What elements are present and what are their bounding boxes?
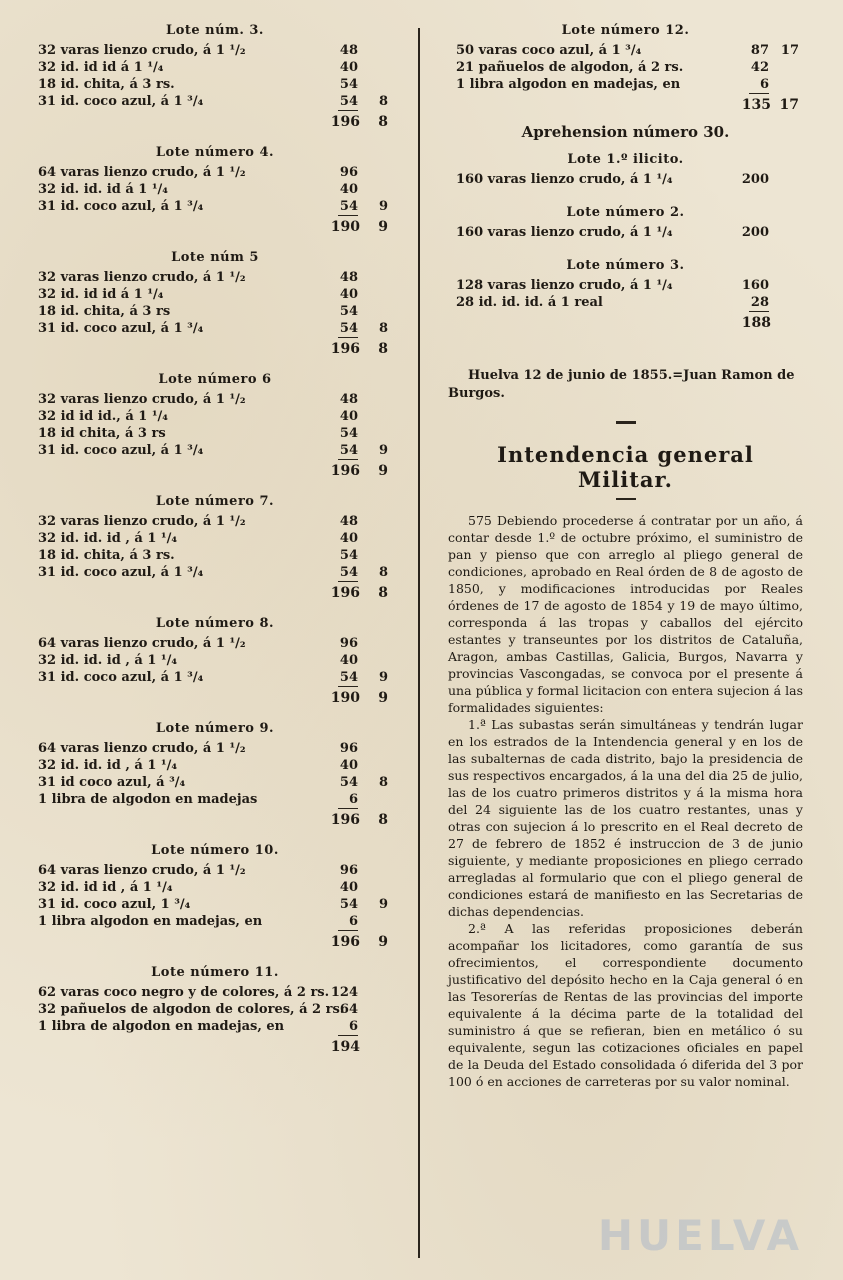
lote-row: [30, 1001, 400, 1018]
row-num: 40: [339, 531, 358, 546]
row-num: 48: [339, 43, 358, 58]
row-num: 160: [741, 278, 769, 293]
row-cent: 8: [378, 775, 388, 790]
total-cent: 8: [378, 114, 388, 130]
row-num: 6: [348, 1019, 358, 1034]
lote-heading: Lote número 3.: [566, 258, 685, 273]
lote-row: [30, 547, 400, 564]
row-num: 6: [348, 914, 358, 929]
paragraph: 2.ª A las referidas proposiciones deberán acompañar los licitadores, como garantía de sus ofrecimientos, el correspondiente documento justificativo del depósito hecho en la Caja general ó en las Tesorerías de Rentas de las provincias del importe equivalente á la décima parte de la totalidad del suministro á que se refieran, bien en metálico ó su equivalente, segun las cotizaciones oficiales en papel de la Deuda del Estado consolidada ó diferida del 3 por 100 ó en acciones de carreteras por su valor nominal.: [448, 921, 803, 1089]
lote-heading: Lote número 2.: [566, 205, 685, 220]
total-value: 188: [741, 315, 771, 331]
total-cent: 9: [378, 690, 388, 706]
row-num: 40: [339, 653, 358, 668]
row-cent: 17: [780, 43, 799, 58]
row-num: 200: [741, 225, 769, 240]
lote-heading: Lote número 4.: [155, 145, 275, 160]
row-desc: 32 id. id id á 1 ¹/₄: [38, 287, 164, 302]
total-value: 196: [330, 341, 360, 357]
row-desc: 32 pañuelos de algodon de colores, á 2 rs.: [38, 1002, 345, 1017]
row-desc: 1 libra de algodon en madejas, en: [38, 1019, 285, 1034]
lote-row: [30, 652, 400, 669]
row-num: 40: [339, 182, 358, 197]
row-num: 40: [339, 880, 358, 895]
lote-block: [448, 255, 803, 349]
lote-row: [30, 198, 400, 215]
lote-total: [448, 93, 803, 117]
total-value: 196: [330, 585, 360, 601]
row-desc: 21 pañuelos de algodon, á 2 rs.: [456, 60, 684, 75]
row-desc: 64 varas lienzo crudo, á 1 ¹/₂: [38, 863, 246, 878]
lote-block: [30, 962, 400, 1067]
lote-row: [448, 171, 803, 188]
lote-row: [30, 913, 400, 930]
row-desc: 32 varas lienzo crudo, á 1 ¹/₂: [38, 43, 246, 58]
row-desc: 31 id coco azul, á ³/₄: [38, 775, 186, 790]
right-column: [448, 20, 803, 1090]
row-desc: 64 varas lienzo crudo, á 1 ¹/₂: [38, 165, 246, 180]
lote-total: [30, 808, 400, 832]
row-num: 96: [339, 741, 358, 756]
row-num: 54: [339, 94, 358, 109]
row-num: 96: [339, 636, 358, 651]
separator: [616, 421, 636, 424]
row-desc: 31 id. coco azul, á 1 ³/₄: [38, 670, 204, 685]
row-desc: 32 varas lienzo crudo, á 1 ¹/₂: [38, 392, 246, 407]
lote-total: [30, 686, 400, 710]
row-num: 48: [339, 514, 358, 529]
row-desc: 31 id. coco azul, 1 ³/₄: [38, 897, 191, 912]
lote-row: [30, 303, 400, 320]
row-desc: 62 varas coco negro y de colores, á 2 rs.: [38, 985, 330, 1000]
section-title: Intendencia general Militar.: [497, 442, 754, 492]
lote-row: [30, 1018, 400, 1035]
row-desc: 31 id. coco azul, á 1 ³/₄: [38, 94, 204, 109]
lote-heading: Lote número 10.: [151, 843, 279, 858]
total-value: 135: [741, 97, 771, 113]
lote-row: [30, 181, 400, 198]
row-num: 96: [339, 863, 358, 878]
row-cent: 8: [378, 321, 388, 336]
column-divider: [418, 28, 420, 1258]
lote-block: [30, 613, 400, 718]
total-cent: 9: [378, 219, 388, 235]
total-value: 196: [330, 934, 360, 950]
row-num: 96: [339, 165, 358, 180]
row-desc: 32 id. id id á 1 ¹/₄: [38, 60, 164, 75]
lote-block: [30, 840, 400, 962]
row-num: 124: [330, 985, 358, 1000]
lote-total: [448, 311, 803, 335]
row-desc: 32 id id id., á 1 ¹/₄: [38, 409, 168, 424]
row-desc: 1 libra de algodon en madejas: [38, 792, 258, 807]
lote-row: [30, 740, 400, 757]
row-desc: 32 id. id. id , á 1 ¹/₄: [38, 653, 178, 668]
row-desc: 18 id chita, á 3 rs: [38, 426, 166, 441]
lote-block: [448, 20, 803, 119]
aprehension-lotes: [448, 149, 803, 349]
total-value: 190: [330, 690, 360, 706]
lote-heading: Lote número 9.: [155, 721, 275, 736]
row-desc: 50 varas coco azul, á 1 ³/₄: [456, 43, 642, 58]
row-num: 54: [339, 670, 358, 685]
total-cent: 8: [378, 812, 388, 828]
row-desc: 1 libra algodon en madejas, en: [456, 77, 681, 92]
lote-heading: Lote núm 5: [171, 250, 259, 265]
row-desc: 31 id. coco azul, á 1 ³/₄: [38, 199, 204, 214]
lote-block: [30, 20, 400, 142]
row-num: 40: [339, 409, 358, 424]
row-desc: 160 varas lienzo crudo, á 1 ¹/₄: [456, 172, 673, 187]
row-desc: 160 varas lienzo crudo, á 1 ¹/₄: [456, 225, 673, 240]
lote-row: [448, 59, 803, 76]
lote-heading: Lote número 7.: [155, 494, 275, 509]
paragraph: 1.ª Las subastas serán simultáneas y tendrán lugar en los estrados de la Intendencia general y en los de las subalternas de cada distrito, bajo la presidencia de sus respectivos encargados, á la una del dia 25 de julio, las de los cuatro primeros distritos y á la misma hora del 24 siguiente las de los cuatro restantes, unas y otras con sujecion á lo prescrito en el Real decreto de 27 de febrero de 1852 é instruccion de 3 de junio siguiente, y mediante proposiciones en pliego cerrado arregladas al formulario que con el pliego general de condiciones estará de manifiesto en las Secretarias de dichas dependencias.: [448, 717, 803, 919]
row-cent: 9: [378, 670, 388, 685]
lote-row: [30, 635, 400, 652]
lote-total: [30, 581, 400, 605]
row-num: 48: [339, 392, 358, 407]
lote-row: [30, 896, 400, 913]
row-num: 54: [339, 775, 358, 790]
row-desc: 31 id. coco azul, á 1 ³/₄: [38, 565, 204, 580]
row-desc: 18 id. chita, á 3 rs: [38, 304, 171, 319]
lote-heading: Lote número 6: [158, 372, 272, 387]
lote-block: [30, 491, 400, 613]
row-desc: 32 id. id id , á 1 ¹/₄: [38, 880, 173, 895]
row-desc: 31 id. coco azul, á 1 ³/₄: [38, 443, 204, 458]
lote-row: [30, 774, 400, 791]
row-cent: 9: [378, 199, 388, 214]
row-desc: 32 id. id. id á 1 ¹/₄: [38, 182, 168, 197]
lote-block: [30, 247, 400, 369]
row-num: 54: [339, 321, 358, 336]
row-cent: 8: [378, 94, 388, 109]
lote-heading: Lote núm. 3.: [166, 23, 264, 38]
row-desc: 32 varas lienzo crudo, á 1 ¹/₂: [38, 514, 246, 529]
lote-row: [30, 93, 400, 110]
row-desc: 31 id. coco azul, á 1 ³/₄: [38, 321, 204, 336]
lote-row: [448, 76, 803, 93]
row-num: 54: [339, 304, 358, 319]
lote-row: [30, 862, 400, 879]
lote-row: [30, 442, 400, 459]
row-num: 87: [750, 43, 769, 58]
lote-row: [448, 224, 803, 241]
lote-block: [448, 202, 803, 255]
row-desc: 1 libra algodon en madejas, en: [38, 914, 263, 929]
row-cent: 9: [378, 443, 388, 458]
row-cent: 8: [378, 565, 388, 580]
total-value: 194: [330, 1039, 360, 1055]
lote-total: [30, 930, 400, 954]
lote-row: [30, 59, 400, 76]
row-desc: 32 id. id. id , á 1 ¹/₄: [38, 758, 178, 773]
row-desc: 64 varas lienzo crudo, á 1 ¹/₂: [38, 636, 246, 651]
row-num: 54: [339, 199, 358, 214]
lote-row: [30, 76, 400, 93]
row-num: 54: [339, 77, 358, 92]
lote-heading: Lote número 8.: [155, 616, 275, 631]
lote-row: [30, 269, 400, 286]
lote-block: [30, 369, 400, 491]
lote-row: [30, 513, 400, 530]
row-num: 54: [339, 548, 358, 563]
lote-block: [30, 142, 400, 247]
separator: [616, 498, 636, 500]
lote-row: [448, 42, 803, 59]
row-desc: 18 id. chita, á 3 rs.: [38, 548, 175, 563]
lote-row: [30, 564, 400, 581]
row-num: 28: [750, 295, 769, 310]
lote-row: [30, 42, 400, 59]
lote-row: [30, 669, 400, 686]
total-value: 196: [330, 812, 360, 828]
lote-row: [30, 530, 400, 547]
row-desc: 64 varas lienzo crudo, á 1 ¹/₂: [38, 741, 246, 756]
row-cent: 9: [378, 897, 388, 912]
total-cent: 9: [378, 934, 388, 950]
total-cent: 8: [378, 585, 388, 601]
lote-row: [30, 879, 400, 896]
lote-heading: Lote número 12.: [561, 23, 690, 38]
lote-total: [30, 110, 400, 134]
watermark-logo: HUELVA: [597, 1211, 803, 1260]
row-num: 42: [750, 60, 769, 75]
lote-total: [30, 337, 400, 361]
row-num: 6: [759, 77, 769, 92]
row-num: 54: [339, 426, 358, 441]
lote-row: [448, 277, 803, 294]
row-desc: 128 varas lienzo crudo, á 1 ¹/₄: [456, 278, 673, 293]
lote-row: [30, 757, 400, 774]
lote-row: [30, 425, 400, 442]
row-num: 6: [348, 792, 358, 807]
lote-row: [30, 408, 400, 425]
lote-row: [30, 791, 400, 808]
row-desc: 32 id. id. id , á 1 ¹/₄: [38, 531, 178, 546]
total-value: 196: [330, 114, 360, 130]
aprehension-heading: Aprehension número 30.: [521, 123, 730, 141]
lote-block: [30, 718, 400, 840]
lote-row: [30, 391, 400, 408]
row-num: 64: [339, 1002, 358, 1017]
lote-row: [448, 294, 803, 311]
row-num: 54: [339, 443, 358, 458]
lote-row: [30, 984, 400, 1001]
lote-total: [30, 1035, 400, 1059]
lote-row: [30, 164, 400, 181]
row-num: 54: [339, 565, 358, 580]
total-value: 196: [330, 463, 360, 479]
row-num: 200: [741, 172, 769, 187]
left-column: [30, 20, 400, 1067]
total-value: 190: [330, 219, 360, 235]
row-num: 40: [339, 60, 358, 75]
row-num: 54: [339, 897, 358, 912]
lote-heading: Lote 1.º ilicito.: [567, 152, 684, 167]
row-num: 48: [339, 270, 358, 285]
lote-row: [30, 320, 400, 337]
row-desc: 32 varas lienzo crudo, á 1 ¹/₂: [38, 270, 246, 285]
row-num: 40: [339, 287, 358, 302]
signature: Huelva 12 de junio de 1855.=Juan Ramon de Burgos.: [448, 368, 795, 401]
row-desc: 18 id. chita, á 3 rs.: [38, 77, 175, 92]
lote-heading: Lote número 11.: [151, 965, 279, 980]
lote-12: [448, 20, 803, 119]
total-cent: 17: [779, 97, 799, 113]
row-num: 40: [339, 758, 358, 773]
paragraph: 575 Debiendo procederse á contratar por un año, á contar desde 1.º de octubre próximo, el suministro de pan y pienso que con arreglo al pliego general de condiciones, aprobado en Real órden de 8 de agosto de 1850, y modificaciones introducidas por Reales órdenes de 17 de agosto de 1854 y 19 de mayo último, corresponda á las tropas y caballos del ejército estantes y transeuntes por los distritos de Cataluña, Aragon, ambas Castillas, Galicia, Burgos, Navarra y provincias Vascongadas, se convoca por el presente á una pública y formal licitacion con entera sujecion á las formalidades siguientes:: [448, 513, 803, 715]
lote-total: [30, 215, 400, 239]
row-desc: 28 id. id. id. á 1 real: [456, 295, 603, 310]
lote-block: [448, 149, 803, 202]
total-cent: 8: [378, 341, 388, 357]
lote-total: [30, 459, 400, 483]
lote-row: [30, 286, 400, 303]
total-cent: 9: [378, 463, 388, 479]
